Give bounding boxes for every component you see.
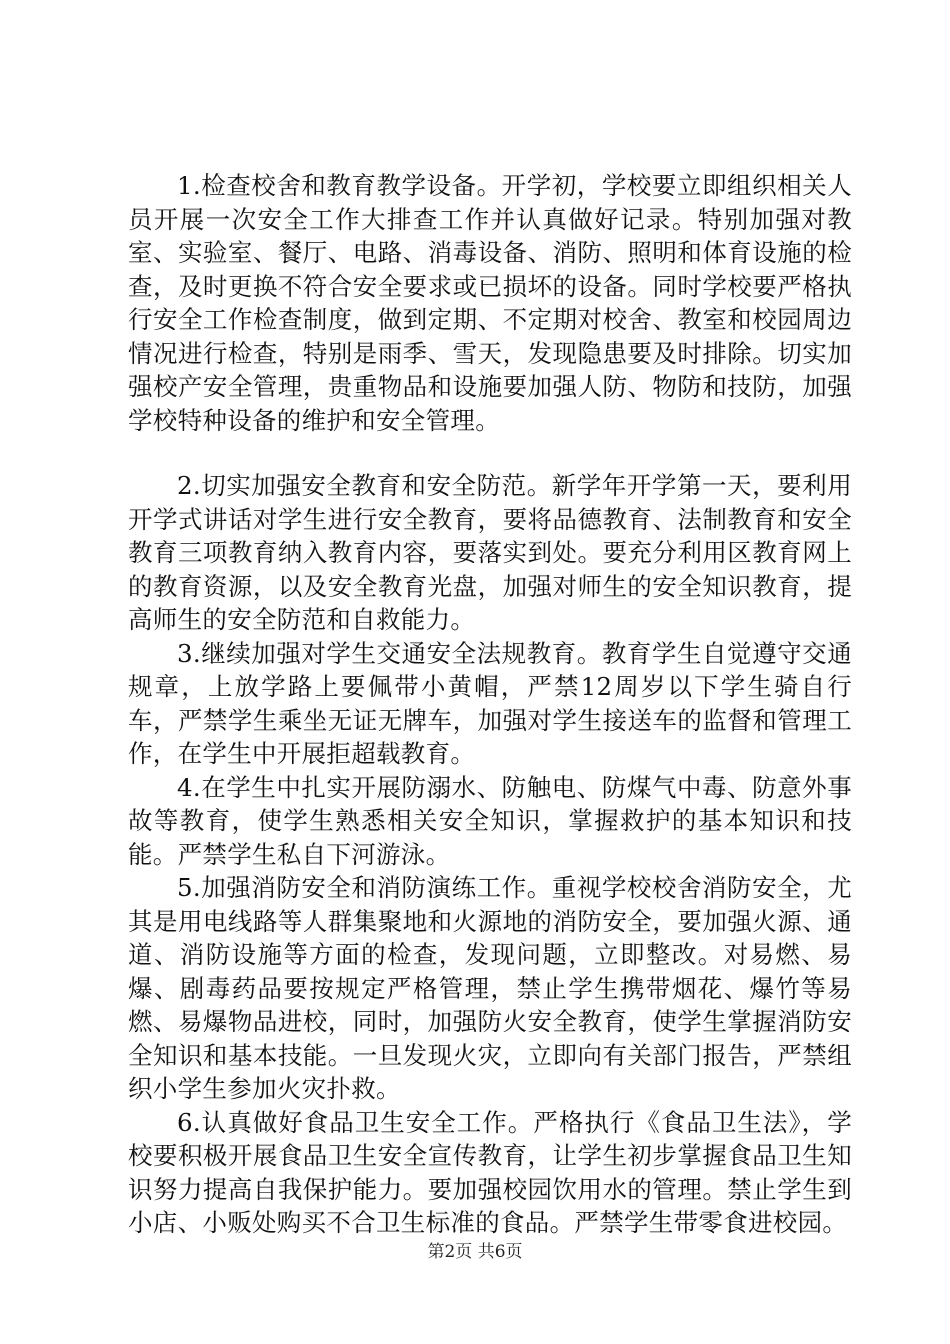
- paragraph-3: 3.继续加强对学生交通安全法规教育。教育学生自觉遵守交通规章，上放学路上要佩带小黄帽，严禁12周岁以下学生骑自行车，严禁学生乘坐无证无牌车，加强对学生接送车的监督和管理工作，在学生中开展拒超载教育。: [128, 638, 852, 768]
- paragraph-4: 4.在学生中扎实开展防溺水、防触电、防煤气中毒、防意外事故等教育，使学生熟悉相关安全知识，掌握救护的基本知识和技能。严禁学生私自下河游泳。: [128, 772, 852, 869]
- paragraph-6: 6.认真做好食品卫生安全工作。严格执行《食品卫生法》，学校要积极开展食品卫生安全宣传教育，让学生初步掌握食品卫生知识努力提高自我保护能力。要加强校园饮用水的管理。禁止学生到小店、小贩处购买不合卫生标准的食品。严禁学生带零食进校园。: [128, 1107, 852, 1237]
- document-body: [128, 169, 852, 1240]
- paragraph-5: 5.加强消防安全和消防演练工作。重视学校校舍消防安全，尤其是用电线路等人群集聚地和火源地的消防安全，要加强火源、通道、消防设施等方面的检查，发现问题，立即整改。对易燃、易爆、剧毒药品要按规定严格管理，禁止学生携带烟花、爆竹等易燃、易爆物品进校，同时，加强防火安全教育，使学生掌握消防安全知识和基本技能。一旦发现火灾，立即向有关部门报告，严禁组织小学生参加火灾扑救。: [128, 873, 852, 1103]
- paragraph-1: 1.检查校舍和教育教学设备。开学初，学校要立即组织相关人员开展一次安全工作大排查工作并认真做好记录。特别加强对教室、实验室、餐厅、电路、消毒设备、消防、照明和体育设施的检查，及时更换不符合安全要求或已损坏的设备。同时学校要严格执行安全工作检查制度，做到定期、不定期对校舍、教室和校园周边情况进行检查，特别是雨季、雪天，发现隐患要及时排除。切实加强校产安全管理，贵重物品和设施要加强人防、物防和技防，加强学校特种设备的维护和安全管理。: [128, 171, 852, 435]
- page-number-footer: 第2页 共6页: [427, 1242, 523, 1262]
- paragraph-2: 2.切实加强安全教育和安全防范。新学年开学第一天，要利用开学式讲话对学生进行安全教育，要将品德教育、法制教育和安全教育三项教育纳入教育内容，要落实到处。要充分利用区教育网上的教育资源，以及安全教育光盘，加强对师生的安全知识教育，提高师生的安全防范和自救能力。: [128, 471, 852, 634]
